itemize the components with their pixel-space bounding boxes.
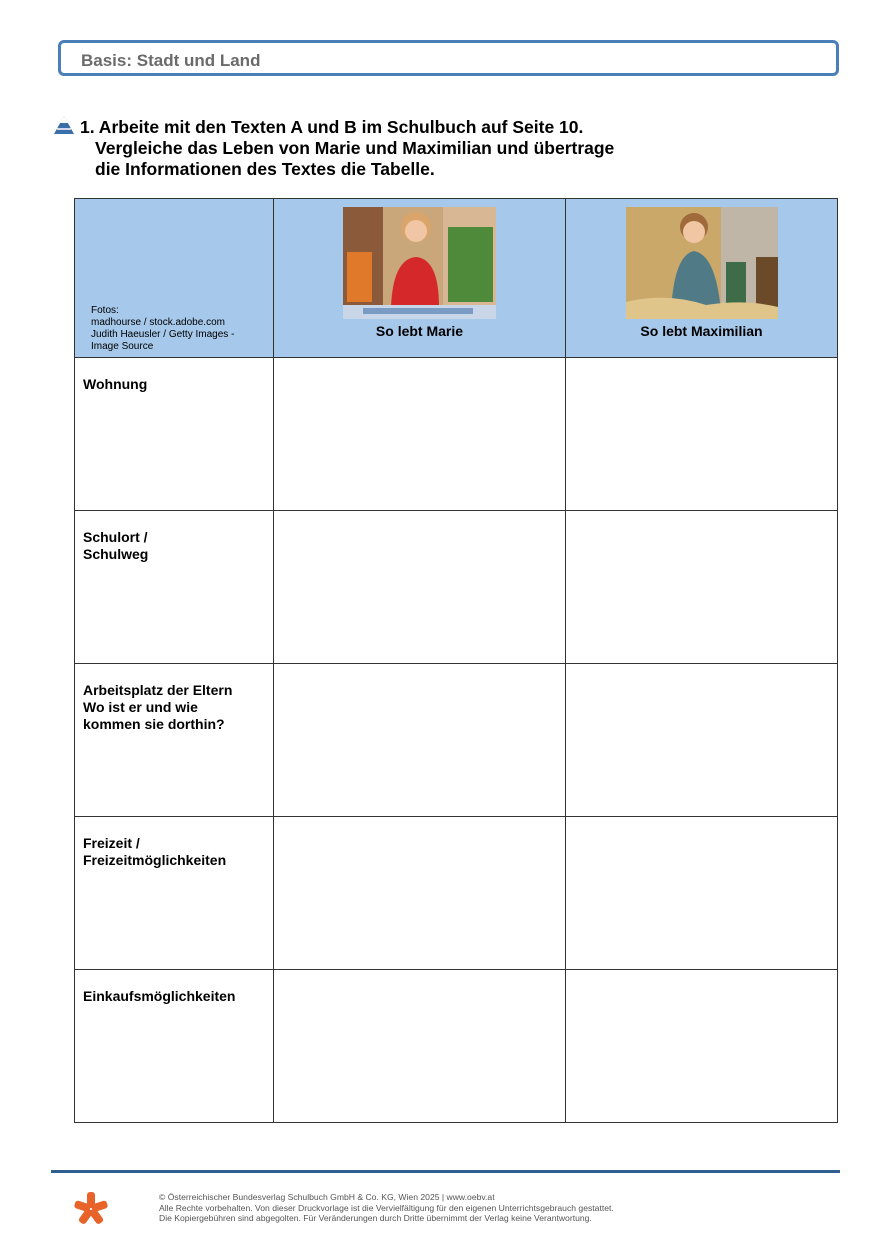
footer-divider [51, 1170, 840, 1173]
row-label-line: Arbeitsplatz der Eltern [83, 682, 233, 698]
row-label-line: Wo ist er und wie [83, 699, 198, 715]
footer-line: © Österreichischer Bundesverlag Schulbuch GmbH & Co. KG, Wien 2025 | www.oebv.at [159, 1192, 495, 1202]
task-line-1: 1. Arbeite mit den Texten A und B im Schulbuch auf Seite 10. [80, 117, 584, 137]
row-label-line: Schulort / [83, 529, 148, 545]
row-label-cell [75, 664, 274, 817]
maximilian-answer-cell[interactable] [566, 358, 838, 511]
row-label [75, 358, 273, 393]
table-row [75, 664, 838, 817]
maximilian-answer-cell[interactable] [566, 511, 838, 664]
footer-line: Alle Rechte vorbehalten. Von dieser Druckvorlage ist die Vervielfältigung für den eigenen Unterrichtsgebrauch gestattet. [159, 1202, 614, 1213]
max-header-cell [566, 199, 838, 358]
table-row [75, 511, 838, 664]
credit-line: madhourse / stock.adobe.com [91, 317, 225, 328]
marie-answer-cell[interactable] [274, 817, 566, 970]
mountain-task-icon [53, 115, 75, 135]
photo-credit-cell [75, 199, 274, 358]
marie-header-cell [274, 199, 566, 358]
row-label-line: Schulweg [83, 546, 149, 562]
row-label-cell [75, 970, 274, 1123]
maximilian-photo [626, 207, 778, 319]
task-line-3: die Informationen des Textes die Tabelle. [95, 159, 435, 179]
row-label-line: Wohnung [83, 376, 148, 392]
marie-photo [343, 207, 496, 319]
table-row [75, 817, 838, 970]
header-box [58, 40, 839, 76]
row-label [75, 664, 273, 733]
maximilian-answer-cell[interactable] [566, 817, 838, 970]
row-label-cell [75, 358, 274, 511]
copyright-footer [159, 1192, 614, 1224]
row-label [75, 970, 273, 1005]
table-row [75, 358, 838, 511]
photo-credit [75, 199, 273, 353]
row-label [75, 817, 273, 869]
maximilian-column-title: So lebt Maximilian [640, 323, 763, 339]
marie-answer-cell[interactable] [274, 970, 566, 1123]
marie-column-title: So lebt Marie [375, 323, 464, 339]
task-line-2: Vergleiche das Leben von Marie und Maximilian und übertrage [95, 138, 615, 158]
comparison-table [74, 198, 838, 1123]
maximilian-answer-cell[interactable] [566, 664, 838, 817]
row-label-line: Einkaufsmöglichkeiten [83, 988, 236, 1004]
table-header-row [75, 199, 838, 358]
table-row [75, 970, 838, 1123]
header-title: Basis: Stadt und Land [81, 51, 261, 70]
credit-line: Fotos: [91, 305, 119, 316]
row-label-line: Freizeitmöglichkeiten [83, 852, 227, 868]
publisher-logo-icon [72, 1190, 110, 1228]
credit-line: Judith Haeusler / Getty Images - [91, 329, 235, 340]
credit-line: Image Source [91, 341, 154, 352]
task-instructions [80, 117, 614, 180]
maximilian-answer-cell[interactable] [566, 970, 838, 1123]
row-label [75, 511, 273, 563]
marie-answer-cell[interactable] [274, 358, 566, 511]
marie-answer-cell[interactable] [274, 511, 566, 664]
row-label-cell [75, 511, 274, 664]
marie-answer-cell[interactable] [274, 664, 566, 817]
footer-line: Die Kopiergebühren sind abgegolten. Für Veränderungen durch Dritte übernimmt der Verlag keine Verantwortung. [159, 1213, 592, 1223]
row-label-line: Freizeit / [83, 835, 140, 851]
row-label-line: kommen sie dorthin? [83, 716, 225, 732]
row-label-cell [75, 817, 274, 970]
